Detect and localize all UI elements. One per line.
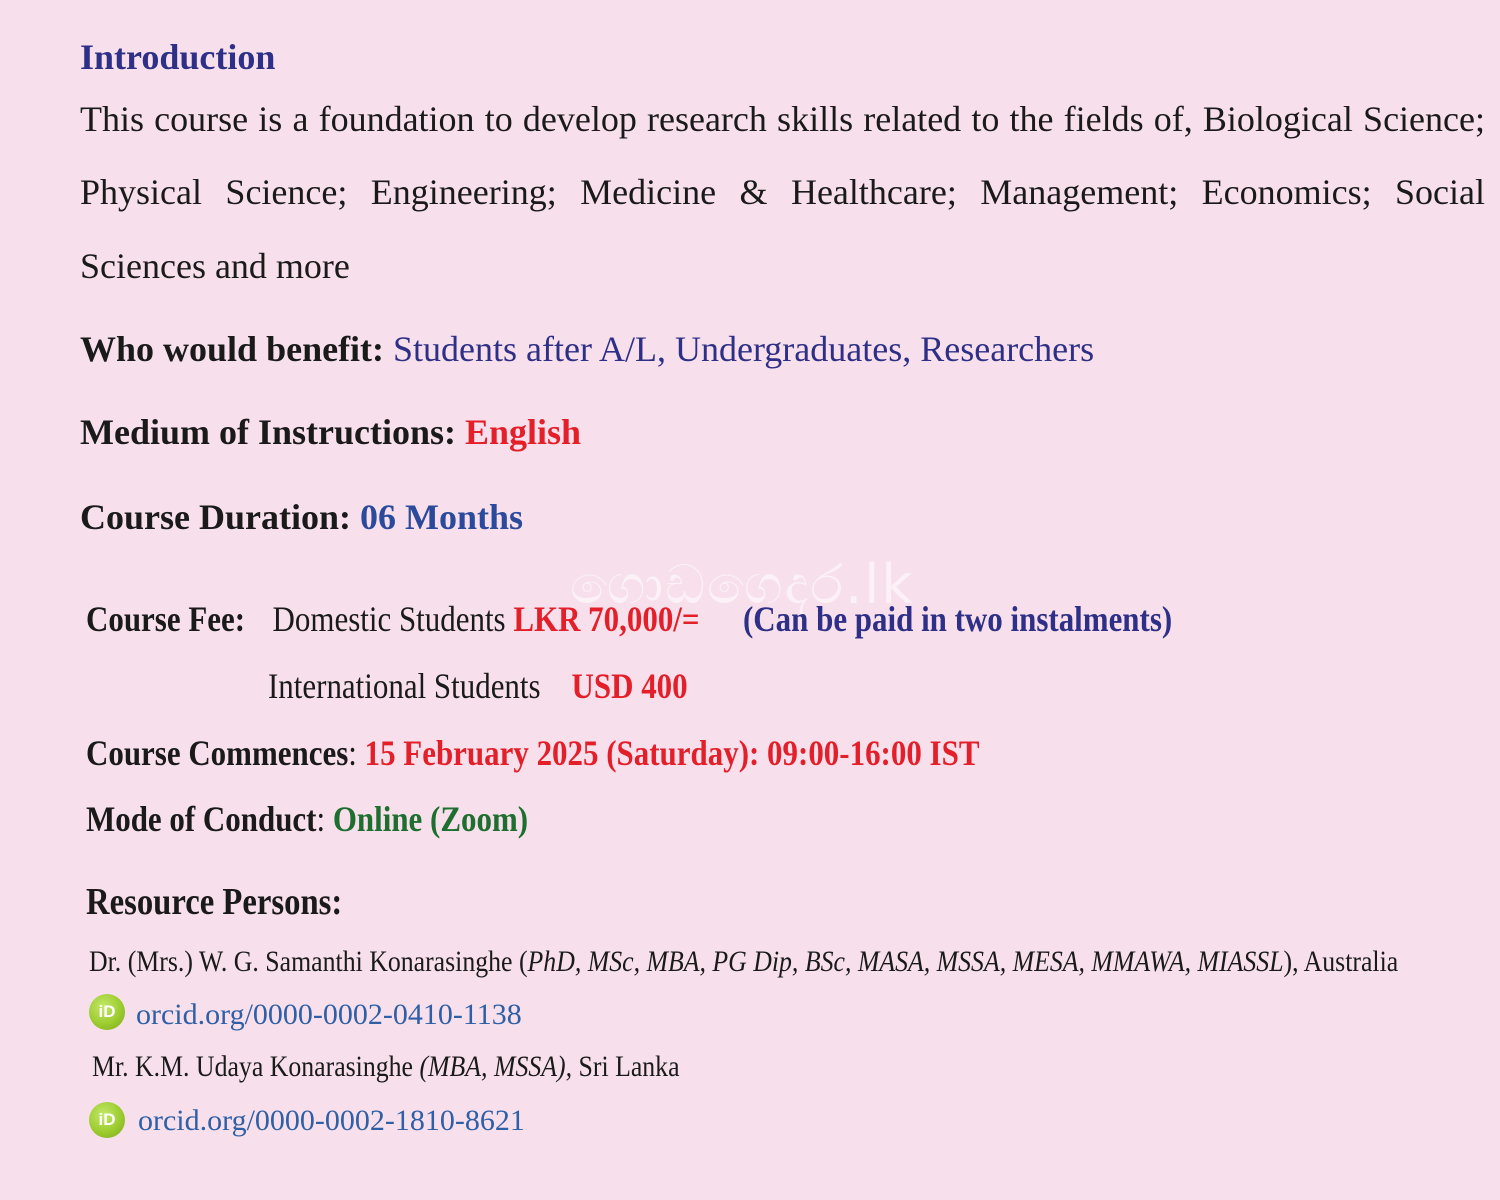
intro-heading: Introduction	[80, 37, 276, 77]
fee-row-international	[268, 665, 688, 707]
medium-value: English	[465, 412, 582, 452]
commences-row: Course Commences: 15 February 2025 (Saturday): 09:00-16:00 IST	[86, 733, 980, 773]
fee-international-label: International Students	[268, 666, 541, 706]
commences-value: 15 February 2025 (Saturday): 09:00-16:00 IST	[364, 733, 980, 773]
person1-country: ), Australia	[1283, 945, 1399, 978]
person1-quals: PhD, MSc, MBA, PG Dip, BSc, MASA, MSSA, MESA, MMAWA, MIASSL	[527, 945, 1284, 978]
person1-name: Dr. (Mrs.) W. G. Samanthi Konarasinghe (	[89, 945, 528, 978]
fee-domestic-label: Domestic Students	[272, 599, 506, 639]
mode-row: Mode of Conduct: Online (Zoom)	[86, 799, 529, 839]
duration-label: Course Duration:	[80, 497, 351, 537]
person1-orcid-link[interactable]: orcid.org/0000-0002-0410-1138	[136, 998, 522, 1031]
fee-label: Course Fee:	[86, 599, 246, 639]
mode-value: Online (Zoom)	[332, 799, 529, 839]
fee-international-value: USD 400	[571, 666, 688, 706]
person2-quals: (MBA, MSSA),	[419, 1050, 573, 1083]
person2-orcid-link[interactable]: orcid.org/0000-0002-1810-8621	[138, 1104, 525, 1137]
person1-line	[89, 945, 1398, 979]
benefit-value: Students after A/L, Undergraduates, Researchers	[393, 329, 1095, 369]
person2-name: Mr. K.M. Udaya Konarasinghe	[92, 1050, 420, 1083]
intro-text-line-1: This course is a foundation to develop research skills related to the fields of, Biological Science;	[80, 99, 1485, 139]
commences-label: Course Commences	[86, 733, 349, 773]
person2-line	[92, 1050, 680, 1084]
fee-domestic-value: LKR 70,000/=	[513, 599, 700, 639]
duration-row	[80, 496, 523, 538]
benefit-label: Who would benefit:	[80, 329, 385, 369]
fee-instalment-note: (Can be paid in two instalments)	[743, 599, 1173, 639]
duration-value: 06 Months	[359, 497, 524, 537]
benefit-row	[80, 328, 1094, 370]
person2-country: Sri Lanka	[572, 1050, 680, 1083]
orcid-icon: iD	[89, 1102, 125, 1138]
mode-label: Mode of Conduct	[86, 799, 317, 839]
fee-row-domestic	[86, 598, 700, 640]
medium-label: Medium of Instructions:	[80, 412, 456, 452]
intro-text-line-3: Sciences and more	[80, 246, 350, 286]
intro-text-line-2: Physical Science; Engineering; Medicine & Healthcare; Management; Economics; Social	[80, 172, 1485, 212]
orcid-icon: iD	[89, 994, 125, 1030]
resource-heading: Resource Persons:	[86, 881, 343, 923]
site-watermark: ගොඩගෙදර.lk	[570, 553, 915, 616]
medium-row	[80, 411, 581, 453]
